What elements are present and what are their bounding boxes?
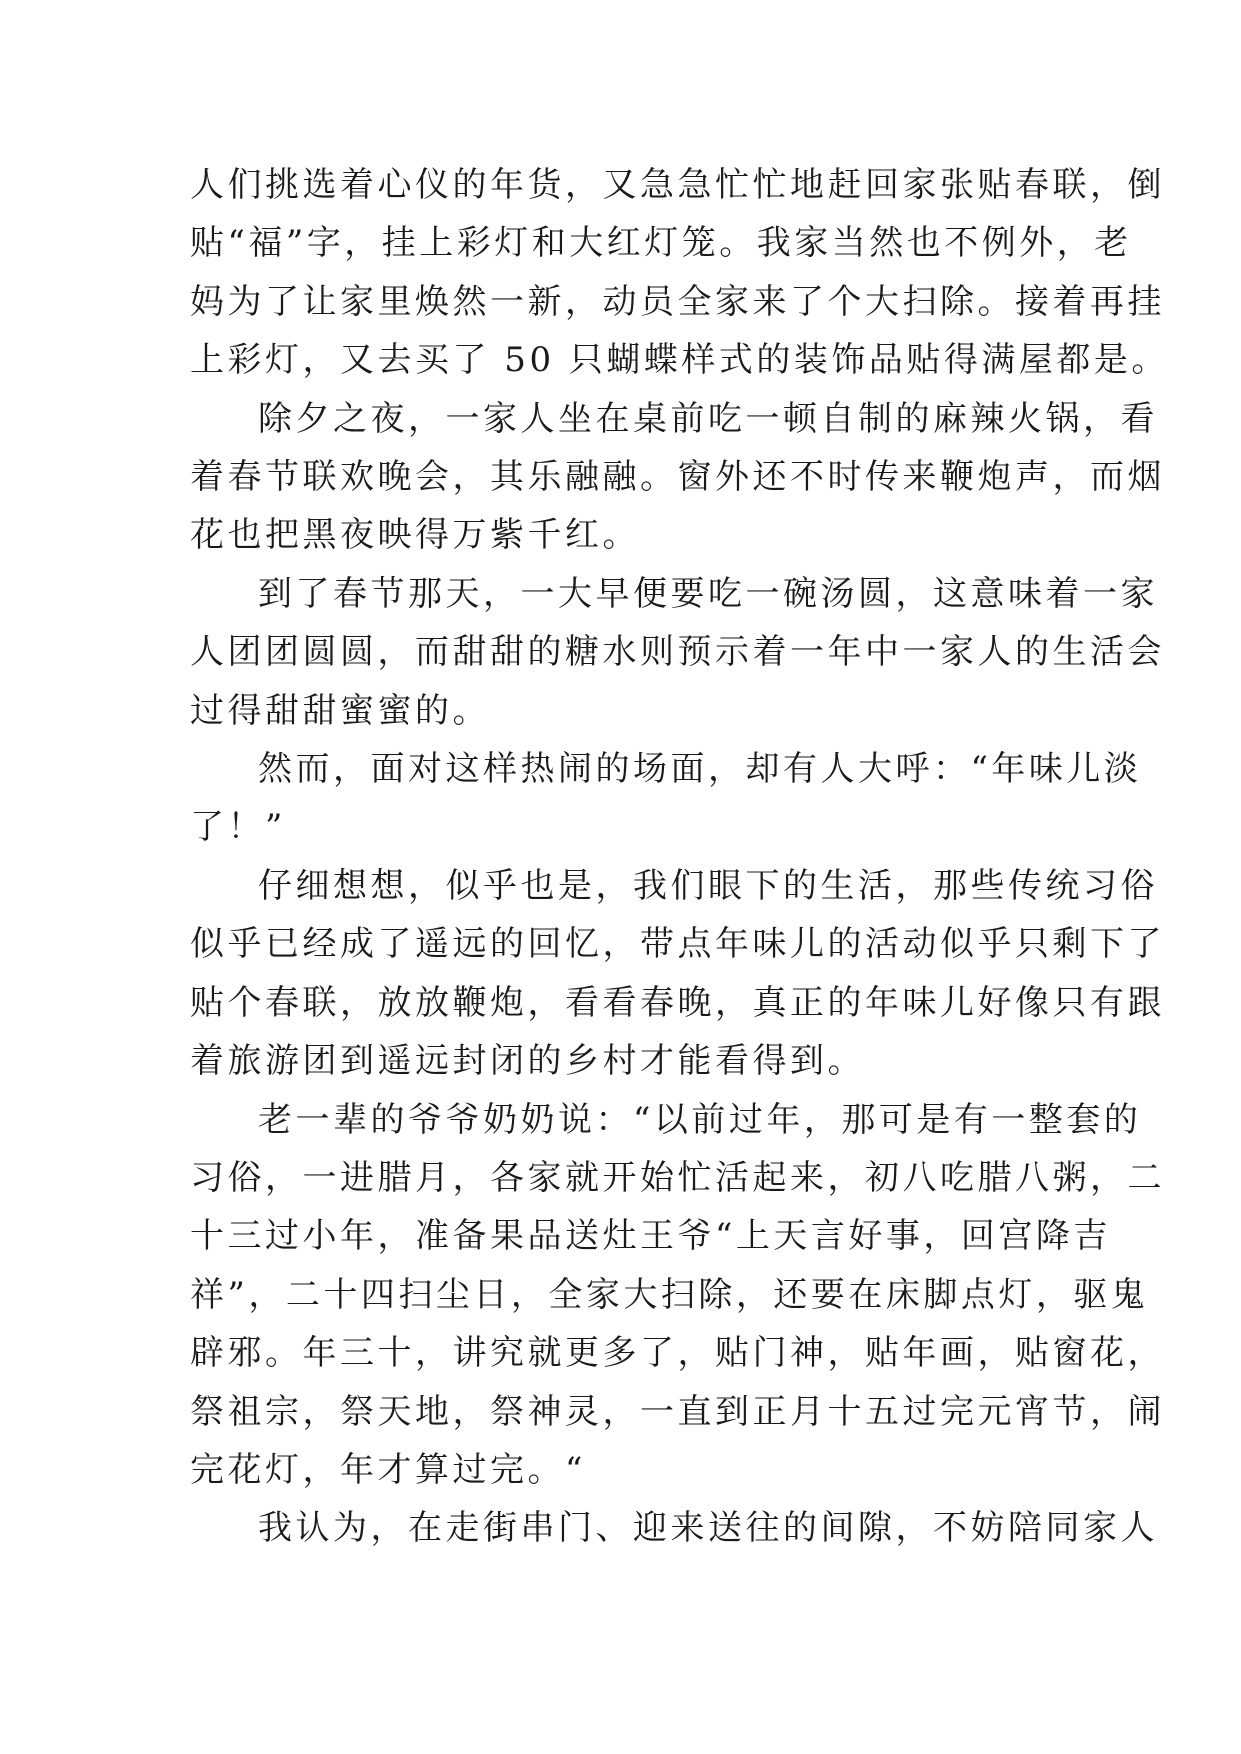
text-line: 老一辈的爷爷奶奶说：“以前过年，那可是有一整套的 <box>258 1099 1142 1140</box>
text-line: 我认为，在走街串门、迎来送往的间隙，不妨陪同家人 <box>258 1508 1158 1549</box>
text-line: 了！” <box>190 807 286 848</box>
text-line: 辟邪。年三十，讲究就更多了，贴门神，贴年画，贴窗花， <box>190 1333 1165 1374</box>
text-line: 习俗，一进腊月，各家就开始忙活起来，初八吃腊八粥，二 <box>190 1157 1165 1198</box>
text-line: 祥”，二十四扫尘日，全家大扫除，还要在床脚点灯，驱鬼 <box>190 1274 1149 1315</box>
text-line: 然而，面对这样热闹的场面，却有人大呼：“年味儿淡 <box>258 749 1142 790</box>
text-line: 着春节联欢晚会，其乐融融。窗外还不时传来鞭炮声，而烟 <box>190 457 1165 498</box>
text-line: 完花灯，年才算过完。“ <box>190 1449 586 1490</box>
document-body <box>190 156 1169 1558</box>
text-line: 十三过小年，准备果品送灶王爷“上天言好事，回宫降吉 <box>190 1216 1111 1257</box>
paragraph <box>190 740 1142 857</box>
text-line: 仔细想想，似乎也是，我们眼下的生活，那些传统习俗 <box>258 865 1158 906</box>
text-line: 除夕之夜，一家人坐在桌前吃一顿自制的麻辣火锅，看 <box>258 398 1158 439</box>
text-line: 人团团圆圆，而甜甜的糖水则预示着一年中一家人的生活会 <box>190 632 1165 673</box>
text-line: 花也把黑夜映得万紫千红。 <box>190 515 640 556</box>
paragraph <box>190 1499 1158 1557</box>
text-line: 人们挑选着心仪的年货，又急急忙忙地赶回家张贴春联，倒 <box>190 165 1165 205</box>
text-line: 到了春节那天，一大早便要吃一碗汤圆，这意味着一家 <box>258 573 1158 614</box>
text-line: 上彩灯，又去买了 50 只蝴蝶样式的装饰品贴得满屋都是。 <box>190 340 1169 381</box>
paragraph <box>190 565 1165 740</box>
text-line: 贴“福”字，挂上彩灯和大红灯笼。我家当然也不例外，老 <box>190 223 1132 264</box>
text-line: 贴个春联，放放鞭炮，看看春晚，真正的年味儿好像只有跟 <box>190 982 1165 1023</box>
paragraph <box>190 156 1169 390</box>
text-line: 过得甜甜蜜蜜的。 <box>190 690 490 731</box>
text-line: 着旅游团到遥远封闭的乡村才能看得到。 <box>190 1041 865 1082</box>
text-line: 似乎已经成了遥远的回忆，带点年味儿的活动似乎只剩下了 <box>190 924 1165 965</box>
text-line: 祭祖宗，祭天地，祭神灵，一直到正月十五过完元宵节，闹 <box>190 1391 1165 1432</box>
paragraph <box>190 857 1165 1091</box>
paragraph <box>190 1091 1165 1500</box>
text-line: 妈为了让家里焕然一新，动员全家来了个大扫除。接着再挂 <box>190 281 1165 322</box>
paragraph <box>190 390 1165 565</box>
